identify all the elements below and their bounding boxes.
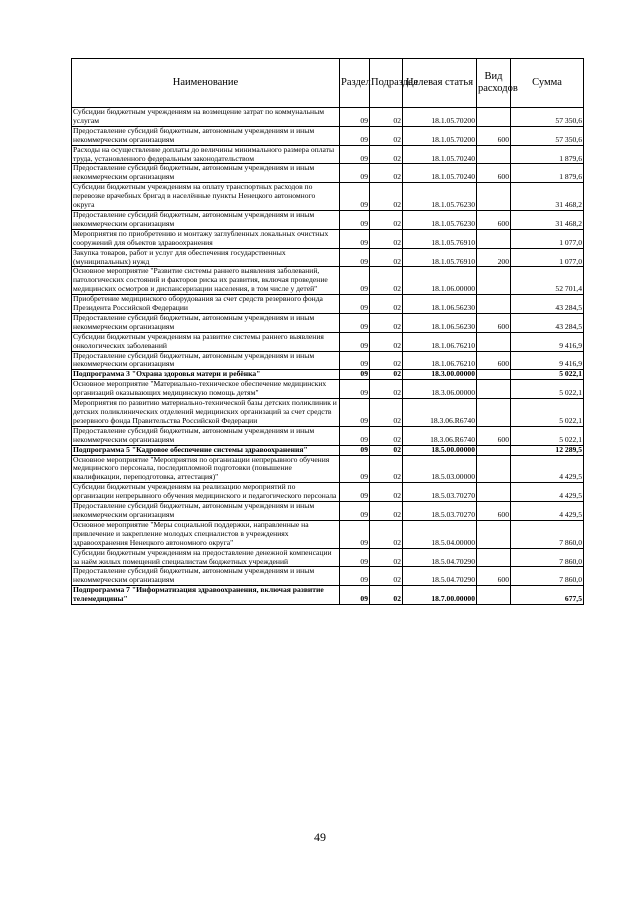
cell-name: Мероприятия по развитию материально-технической базы детских поликлиник и детских поликлинических отделений медицинских организаций за счет средств резервного фонда Правительства Российской Федерации	[72, 399, 340, 427]
cell-podrazdel: 02	[370, 483, 403, 502]
cell-razdel: 09	[340, 548, 370, 567]
cell-podrazdel: 02	[370, 248, 403, 267]
cell-razdel: 09	[340, 332, 370, 351]
cell-sum: 5 022,1	[511, 380, 584, 399]
cell-name: Основное мероприятие "Развитие системы раннего выявления заболеваний, патологических состояний и факторов риска их развития, включая проведение медицинских осмотров и диспансеризации населения, в том числе у детей"	[72, 267, 340, 295]
cell-name: Предоставление субсидий бюджетным, автономным учреждениям и иным некоммерческим организациям	[72, 351, 340, 370]
cell-name: Предоставление субсидий бюджетным, автономным учреждениям и иным некоммерческим организациям	[72, 164, 340, 183]
cell-razdel: 09	[340, 586, 370, 605]
cell-podrazdel: 02	[370, 567, 403, 586]
cell-podrazdel: 02	[370, 267, 403, 295]
cell-sum: 4 429,5	[511, 455, 584, 483]
cell-razdel: 09	[340, 483, 370, 502]
cell-sum: 5 022,1	[511, 399, 584, 427]
cell-target: 18.5.03.70270	[403, 502, 477, 521]
cell-razdel: 09	[340, 210, 370, 229]
cell-sum: 31 468,2	[511, 210, 584, 229]
cell-podrazdel: 02	[370, 351, 403, 370]
cell-podrazdel: 02	[370, 380, 403, 399]
table-row	[72, 351, 584, 370]
cell-name: Подпрограмма 7 "Информатизация здравоохранения, включая развитие телемедицины"	[72, 586, 340, 605]
cell-razdel: 09	[340, 164, 370, 183]
cell-sum: 4 429,5	[511, 483, 584, 502]
table-row	[72, 483, 584, 502]
cell-vid	[477, 183, 511, 211]
cell-razdel: 09	[340, 108, 370, 127]
cell-podrazdel: 02	[370, 229, 403, 248]
cell-vid	[477, 295, 511, 314]
table-row	[72, 548, 584, 567]
cell-target: 18.3.06.R6740	[403, 426, 477, 445]
cell-vid	[477, 145, 511, 164]
cell-sum: 1 879,6	[511, 145, 584, 164]
cell-razdel: 09	[340, 351, 370, 370]
header-podrazdel: Подраздел	[370, 59, 403, 108]
cell-sum: 7 860,0	[511, 520, 584, 548]
cell-vid	[477, 267, 511, 295]
cell-razdel: 09	[340, 248, 370, 267]
cell-sum: 57 350,6	[511, 126, 584, 145]
cell-vid	[477, 108, 511, 127]
cell-podrazdel: 02	[370, 126, 403, 145]
cell-vid	[477, 380, 511, 399]
cell-vid	[477, 483, 511, 502]
table-row	[72, 399, 584, 427]
table-row	[72, 586, 584, 605]
cell-podrazdel: 02	[370, 164, 403, 183]
table-row	[72, 267, 584, 295]
cell-razdel: 09	[340, 267, 370, 295]
cell-sum: 7 860,0	[511, 548, 584, 567]
budget-table	[71, 58, 584, 605]
cell-sum: 9 416,9	[511, 351, 584, 370]
cell-target: 18.1.06.00000	[403, 267, 477, 295]
cell-vid: 200	[477, 248, 511, 267]
cell-podrazdel: 02	[370, 210, 403, 229]
table-row	[72, 445, 584, 455]
cell-sum: 57 350,6	[511, 108, 584, 127]
cell-vid	[477, 332, 511, 351]
cell-podrazdel: 02	[370, 313, 403, 332]
table-row	[72, 426, 584, 445]
cell-target: 18.1.06.56230	[403, 295, 477, 314]
cell-razdel: 09	[340, 145, 370, 164]
cell-sum: 52 701,4	[511, 267, 584, 295]
cell-vid: 600	[477, 426, 511, 445]
cell-vid	[477, 399, 511, 427]
cell-vid	[477, 548, 511, 567]
cell-podrazdel: 02	[370, 332, 403, 351]
cell-target: 18.3.00.00000	[403, 370, 477, 380]
cell-name: Закупка товаров, работ и услуг для обеспечения государственных (муниципальных) нужд	[72, 248, 340, 267]
cell-razdel: 09	[340, 126, 370, 145]
cell-razdel: 09	[340, 455, 370, 483]
table-row	[72, 248, 584, 267]
cell-name: Расходы на осуществление доплаты до величины минимального размера оплаты труда, установленного федеральным законодательством	[72, 145, 340, 164]
cell-sum: 7 860,0	[511, 567, 584, 586]
cell-target: 18.3.06.R6740	[403, 399, 477, 427]
cell-target: 18.3.06.00000	[403, 380, 477, 399]
table-header-row	[72, 59, 584, 108]
cell-name: Субсидии бюджетным учреждениям на возмещение затрат по коммунальным услугам	[72, 108, 340, 127]
header-target: Целевая статья	[403, 59, 477, 108]
cell-name: Предоставление субсидий бюджетным, автономным учреждениям и иным некоммерческим организациям	[72, 567, 340, 586]
cell-target: 18.1.05.76910	[403, 248, 477, 267]
cell-name: Мероприятия по приобретению и монтажу заглубленных локальных очистных сооружений для объектов здравоохранения	[72, 229, 340, 248]
header-name: Наименование	[72, 59, 340, 108]
table-row	[72, 164, 584, 183]
cell-vid	[477, 370, 511, 380]
cell-sum: 677,5	[511, 586, 584, 605]
cell-sum: 43 284,5	[511, 295, 584, 314]
cell-podrazdel: 02	[370, 455, 403, 483]
cell-podrazdel: 02	[370, 426, 403, 445]
cell-vid	[477, 445, 511, 455]
cell-podrazdel: 02	[370, 520, 403, 548]
cell-target: 18.5.04.70290	[403, 567, 477, 586]
cell-sum: 1 077,0	[511, 248, 584, 267]
cell-target: 18.5.03.00000	[403, 455, 477, 483]
cell-target: 18.5.04.00000	[403, 520, 477, 548]
cell-name: Субсидии бюджетным учреждениям на оплату транспортных расходов по перевозке врачебных бригад в населённые пункты Ненецкого автономного округа	[72, 183, 340, 211]
cell-vid: 600	[477, 210, 511, 229]
cell-name: Подпрограмма 5 "Кадровое обеспечение системы здравоохранения"	[72, 445, 340, 455]
cell-name: Предоставление субсидий бюджетным, автономным учреждениям и иным некоммерческим организациям	[72, 313, 340, 332]
cell-vid: 600	[477, 126, 511, 145]
cell-target: 18.1.05.76230	[403, 210, 477, 229]
table-row	[72, 370, 584, 380]
cell-target: 18.5.04.70290	[403, 548, 477, 567]
cell-podrazdel: 02	[370, 370, 403, 380]
cell-podrazdel: 02	[370, 145, 403, 164]
cell-podrazdel: 02	[370, 548, 403, 567]
cell-sum: 4 429,5	[511, 502, 584, 521]
header-sum: Сумма	[511, 59, 584, 108]
cell-target: 18.7.00.00000	[403, 586, 477, 605]
cell-podrazdel: 02	[370, 183, 403, 211]
cell-podrazdel: 02	[370, 445, 403, 455]
table-row	[72, 567, 584, 586]
page-number: 49	[314, 830, 326, 844]
cell-razdel: 09	[340, 399, 370, 427]
cell-name: Основное мероприятие "Материально-техническое обеспечение медицинских организаций оказывающих медицинскую помощь детям"	[72, 380, 340, 399]
table-row	[72, 183, 584, 211]
cell-target: 18.1.05.70200	[403, 126, 477, 145]
cell-name: Приобретение медицинского оборудования за счет средств резервного фонда Президента Российской Федерации	[72, 295, 340, 314]
cell-sum: 9 416,9	[511, 332, 584, 351]
cell-name: Субсидии бюджетным учреждениям на развитие системы раннего выявления онкологических заболеваний	[72, 332, 340, 351]
cell-vid: 600	[477, 164, 511, 183]
cell-razdel: 09	[340, 380, 370, 399]
cell-target: 18.1.06.76210	[403, 332, 477, 351]
cell-razdel: 09	[340, 567, 370, 586]
cell-sum: 5 022,1	[511, 426, 584, 445]
cell-podrazdel: 02	[370, 108, 403, 127]
table-row	[72, 145, 584, 164]
cell-sum: 1 077,0	[511, 229, 584, 248]
cell-vid	[477, 229, 511, 248]
cell-sum: 1 879,6	[511, 164, 584, 183]
cell-razdel: 09	[340, 502, 370, 521]
cell-vid	[477, 520, 511, 548]
table-body	[72, 108, 584, 605]
cell-target: 18.1.06.56230	[403, 313, 477, 332]
cell-name: Предоставление субсидий бюджетным, автономным учреждениям и иным некоммерческим организациям	[72, 210, 340, 229]
cell-vid: 600	[477, 502, 511, 521]
cell-target: 18.1.05.76910	[403, 229, 477, 248]
cell-razdel: 09	[340, 370, 370, 380]
cell-razdel: 09	[340, 183, 370, 211]
cell-razdel: 09	[340, 295, 370, 314]
cell-podrazdel: 02	[370, 399, 403, 427]
cell-podrazdel: 02	[370, 502, 403, 521]
cell-target: 18.1.05.76230	[403, 183, 477, 211]
cell-podrazdel: 02	[370, 586, 403, 605]
cell-target: 18.5.03.70270	[403, 483, 477, 502]
cell-target: 18.1.05.70200	[403, 108, 477, 127]
table-row	[72, 380, 584, 399]
cell-name: Предоставление субсидий бюджетным, автономным учреждениям и иным некоммерческим организациям	[72, 426, 340, 445]
cell-razdel: 09	[340, 520, 370, 548]
cell-sum: 31 468,2	[511, 183, 584, 211]
cell-vid: 600	[477, 567, 511, 586]
cell-razdel: 09	[340, 445, 370, 455]
table-row	[72, 295, 584, 314]
cell-vid: 600	[477, 313, 511, 332]
cell-target: 18.5.00.00000	[403, 445, 477, 455]
cell-sum: 5 022,1	[511, 370, 584, 380]
cell-razdel: 09	[340, 313, 370, 332]
cell-name: Субсидии бюджетным учреждениям на реализацию мероприятий по организации непрерывного обучения медицинского и педагогического персонала	[72, 483, 340, 502]
header-vid: Вид расходов	[477, 59, 511, 108]
table-row	[72, 332, 584, 351]
table-row	[72, 313, 584, 332]
cell-name: Предоставление субсидий бюджетным, автономным учреждениям и иным некоммерческим организациям	[72, 502, 340, 521]
cell-vid	[477, 586, 511, 605]
cell-name: Предоставление субсидий бюджетным, автономным учреждениям и иным некоммерческим организациям	[72, 126, 340, 145]
table-row	[72, 229, 584, 248]
table-row	[72, 126, 584, 145]
cell-target: 18.1.06.76210	[403, 351, 477, 370]
table-row	[72, 108, 584, 127]
cell-name: Субсидии бюджетным учреждениям на предоставление денежной компенсации за наём жилых помещений специалистам бюджетных учреждений	[72, 548, 340, 567]
cell-target: 18.1.05.70240	[403, 145, 477, 164]
cell-sum: 43 284,5	[511, 313, 584, 332]
table-row	[72, 210, 584, 229]
table-row	[72, 455, 584, 483]
cell-vid: 600	[477, 351, 511, 370]
header-razdel: Раздел	[340, 59, 370, 108]
cell-razdel: 09	[340, 229, 370, 248]
cell-vid	[477, 455, 511, 483]
cell-name: Подпрограмма 3 "Охрана здоровья матери и ребёнка"	[72, 370, 340, 380]
cell-sum: 12 289,5	[511, 445, 584, 455]
table-row	[72, 520, 584, 548]
cell-target: 18.1.05.70240	[403, 164, 477, 183]
cell-name: Основное мероприятие "Мероприятия по организации непрерывного обучения медицинского персонала, последипломной подготовки (повышение квалификации, переподготовка, аттестация)"	[72, 455, 340, 483]
cell-razdel: 09	[340, 426, 370, 445]
cell-podrazdel: 02	[370, 295, 403, 314]
cell-name: Основное мероприятие "Меры социальной поддержки, направленные на привлечение и закрепление молодых специалистов в учреждениях здравоохранения Ненецкого автономного округа"	[72, 520, 340, 548]
table-row	[72, 502, 584, 521]
